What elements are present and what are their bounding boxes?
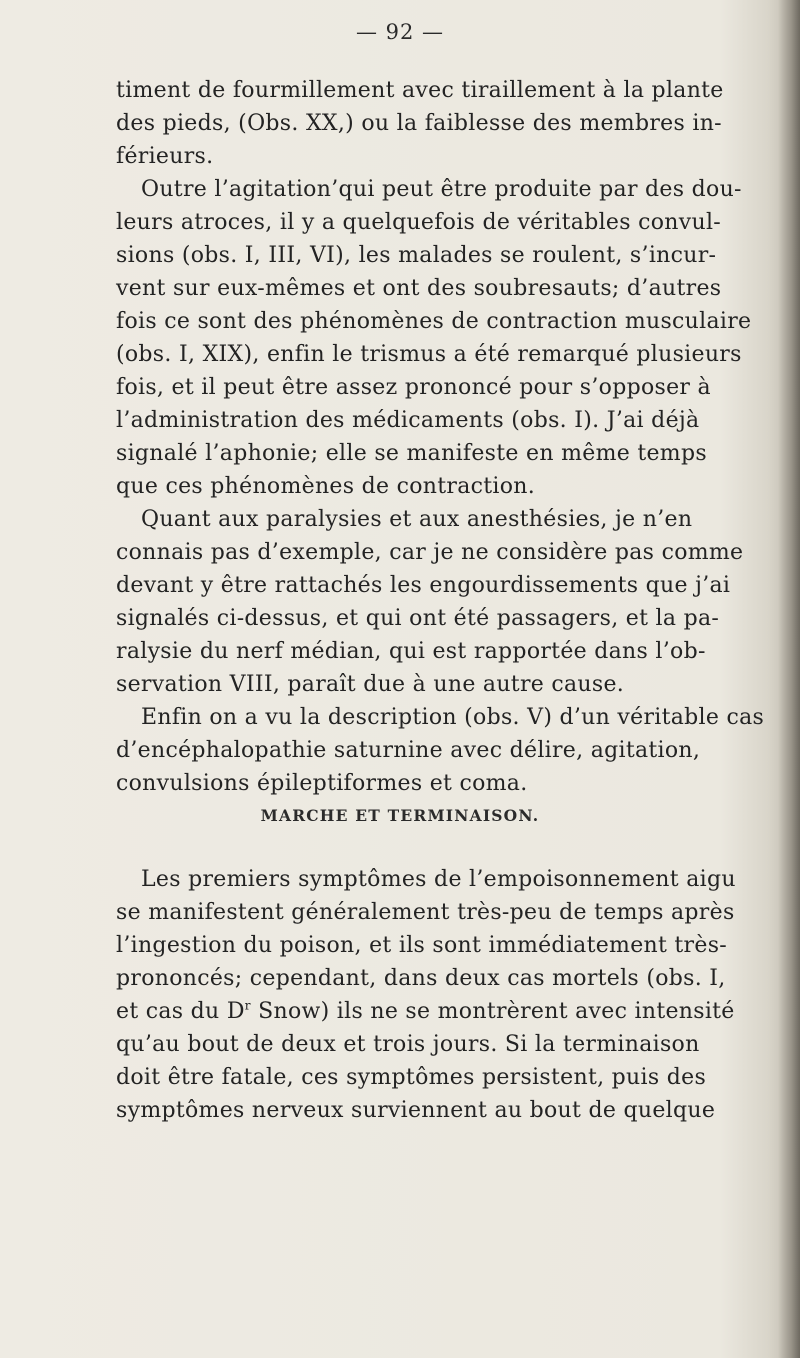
text-line: des pieds, (Obs. XX,) ou la faiblesse des membres in- [116, 111, 722, 136]
section-heading: MARCHE ET TERMINAISON. [260, 806, 540, 825]
text-line: convulsions épileptiformes et coma. [116, 771, 528, 796]
text-line: signalés ci-dessus, et qui ont été passagers, et la pa- [116, 606, 720, 631]
text-line: servation VIII, paraît due à une autre cause. [116, 672, 625, 697]
text-line: d’encéphalopathie saturnine avec délire, agitation, [116, 738, 701, 763]
text-line: symptômes nerveux surviennent au bout de quelque [116, 1098, 716, 1123]
text-line: prononcés; cependant, dans deux cas mortels (obs. I, [116, 966, 726, 991]
text-line: doit être fatale, ces symptômes persistent, puis des [116, 1065, 707, 1090]
text-line: l’ingestion du poison, et ils sont immédiatement très- [116, 933, 728, 958]
text-line: timent de fourmillement avec tiraillement à la plante [116, 78, 724, 103]
text-line: ralysie du nerf médian, qui est rapportée dans l’ob- [116, 639, 706, 664]
text-segment: et cas du D [116, 999, 245, 1024]
text-line: leurs atroces, il y a quelquefois de véritables convul- [116, 210, 722, 235]
text-line: vent sur eux-mêmes et ont des soubresauts; d’autres [116, 276, 722, 301]
text-line: se manifestent généralement très-peu de temps après [116, 900, 735, 925]
text-line: Les premiers symptômes de l’empoisonnement aigu [141, 867, 736, 892]
text-segment: Snow) ils ne se montrèrent avec intensité [250, 999, 735, 1024]
text-line [116, 997, 735, 1027]
superscript: r [244, 998, 251, 1013]
text-line: devant y être rattachés les engourdissements que j’ai [116, 573, 731, 598]
text-line: (obs. I, XIX), enfin le trismus a été remarqué plusieurs [116, 342, 742, 367]
text-line: fois ce sont des phénomènes de contraction musculaire [116, 309, 752, 334]
text-line: Enfin on a vu la description (obs. V) d’un véritable cas [141, 705, 765, 730]
text-line: l’administration des médicaments (obs. I). J’ai déjà [116, 408, 700, 433]
text-line: qu’au bout de deux et trois jours. Si la terminaison [116, 1032, 700, 1057]
text-line: sions (obs. I, III, VI), les malades se roulent, s’incur- [116, 243, 717, 268]
page-edge-shadow [778, 0, 800, 1358]
text-line: que ces phénomènes de contraction. [116, 474, 536, 499]
text-line: connais pas d’exemple, car je ne considère pas comme [116, 540, 744, 565]
page-number: — 92 — [355, 20, 445, 44]
text-line: signalé l’aphonie; elle se manifeste en même temps [116, 441, 707, 466]
text-line: Quant aux paralysies et aux anesthésies, je n’en [141, 507, 693, 532]
text-line: Outre l’agitation’qui peut être produite par des dou- [141, 177, 742, 202]
text-line: férieurs. [116, 144, 214, 169]
text-line: fois, et il peut être assez prononcé pour s’opposer à [116, 375, 711, 400]
